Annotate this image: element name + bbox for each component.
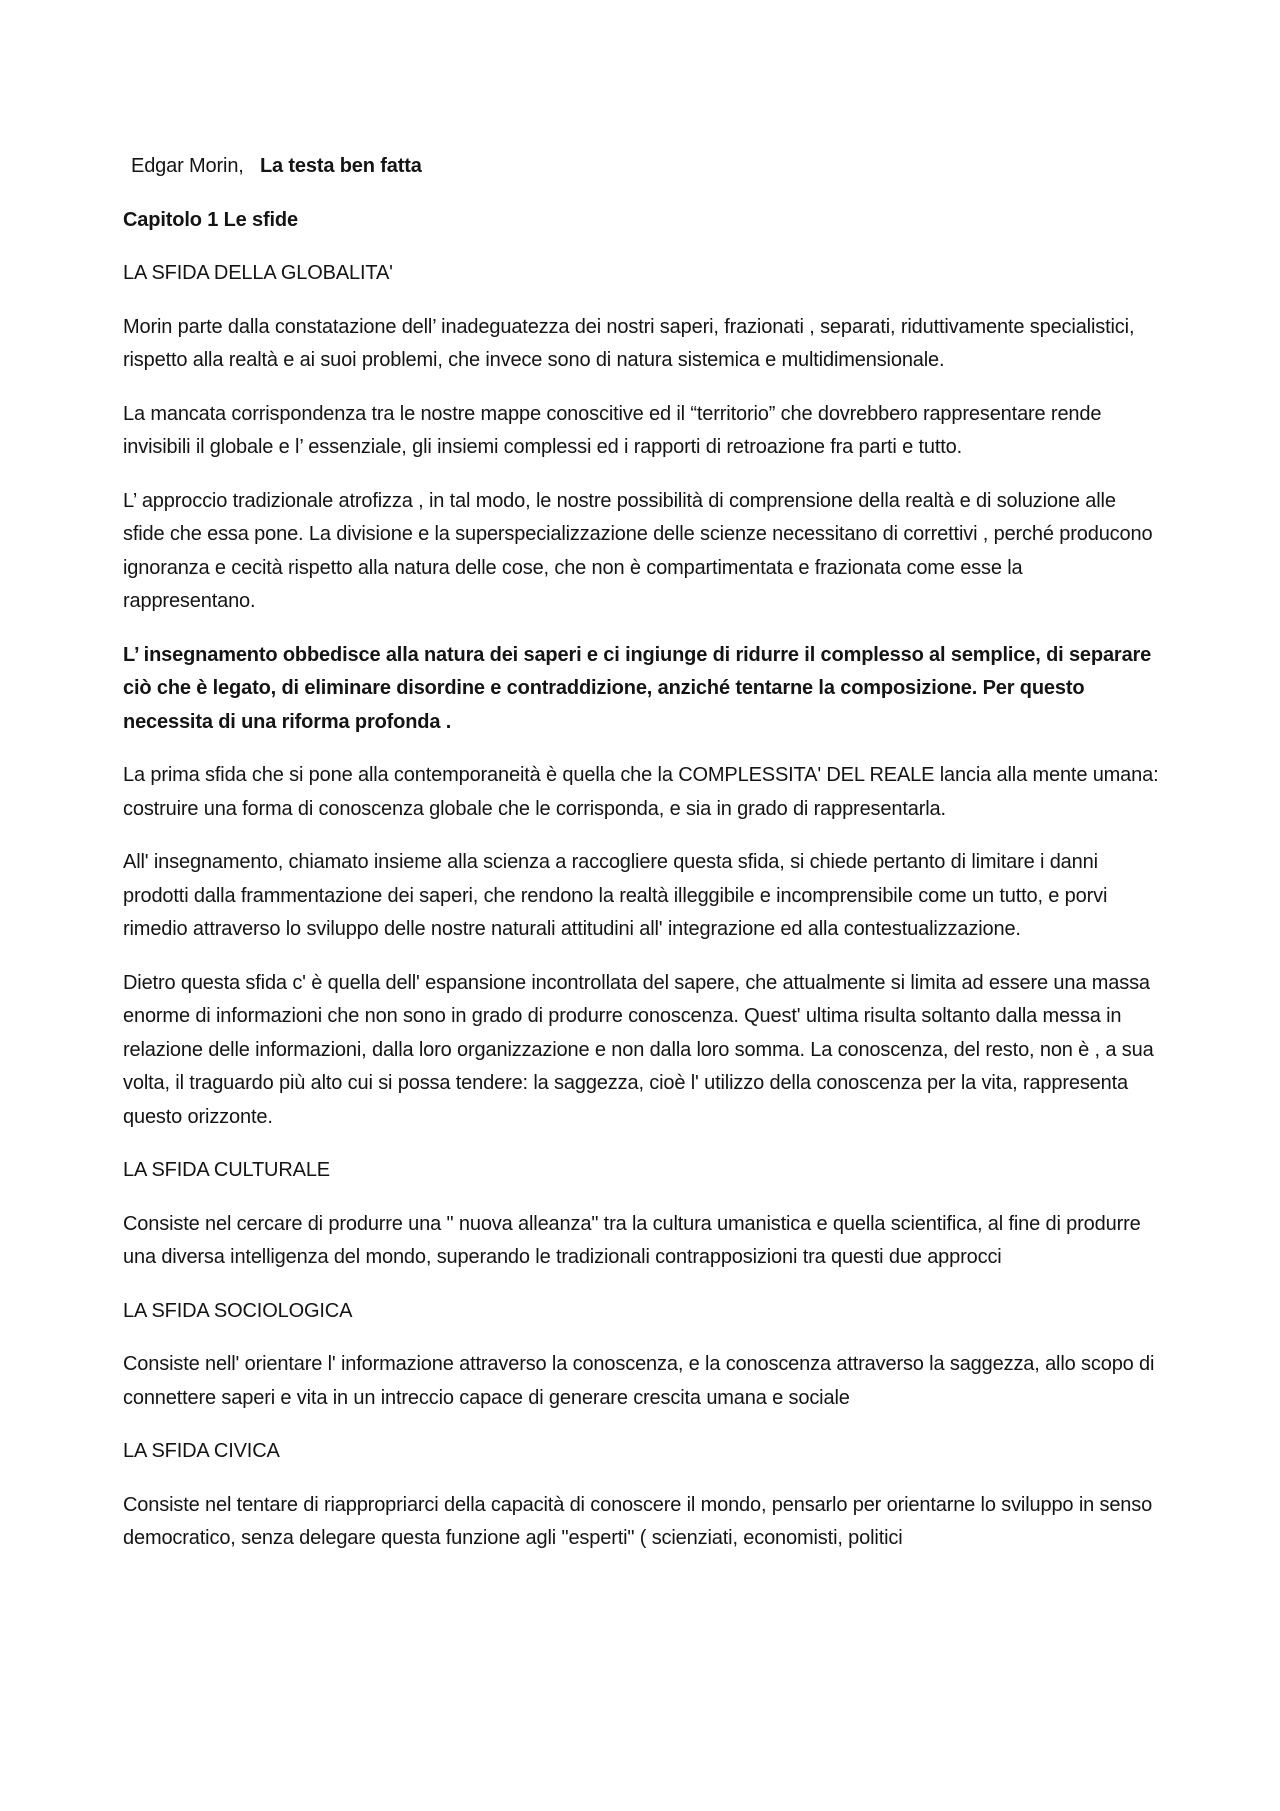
- section-heading-globalita: LA SFIDA DELLA GLOBALITA': [123, 262, 393, 284]
- paragraph: Consiste nel cercare di produrre una " nuova alleanza" tra la cultura umanistica e quella scientifica, al fine di produrre una diversa intelligenza del mondo, superando le tradizionali contrapposizioni tra questi due approcci: [123, 1212, 1141, 1268]
- section-heading-sociologica: LA SFIDA SOCIOLOGICA: [123, 1299, 353, 1322]
- author-name: Edgar Morin,: [131, 155, 244, 177]
- title-line: [131, 150, 1160, 184]
- paragraph: Morin parte dalla constatazione dell’ inadeguatezza dei nostri saperi, frazionati , separati, riduttivamente specialistici, rispetto alla realtà e ai suoi problemi, che invece sono di natura sistemica e multidimensionale.: [123, 315, 1135, 371]
- paragraph: La prima sfida che si pone alla contemporaneità è quella che la COMPLESSITA' DEL REALE lancia alla mente umana: costruire una forma di conoscenza globale che le corrisponda, e sia in grado di rappresentarla.: [123, 764, 1159, 820]
- paragraph: Consiste nell' orientare l' informazione attraverso la conoscenza, e la conoscenza attraverso la saggezza, allo scopo di connettere saperi e vita in un intreccio capace di generare crescita umana e sociale: [123, 1353, 1155, 1409]
- paragraph: All' insegnamento, chiamato insieme alla scienza a raccogliere questa sfida, si chiede pertanto di limitare i danni prodotti dalla frammentazione dei saperi, che rendono la realtà illeggibile e incomprensibile come un tutto, e porvi rimedio attraverso lo sviluppo delle nostre naturali attitudini all' integrazione ed alla contestualizzazione.: [123, 851, 1108, 940]
- section-heading-culturale: LA SFIDA CULTURALE: [123, 1159, 330, 1181]
- section-heading-civica: LA SFIDA CIVICA: [123, 1440, 280, 1462]
- paragraph: Consiste nel tentare di riappropriarci della capacità di conoscere il mondo, pensarlo per orientarne lo sviluppo in senso democratico, senza delegare questa funzione agli "esperti" ( scienziati, economisti, politici: [123, 1493, 1153, 1549]
- paragraph: La mancata corrispondenza tra le nostre mappe conoscitive ed il “territorio” che dovrebbero rappresentare rende invisibili il globale e l’ essenziale, gli insiemi complessi ed i rapporti di retroazione fra parti e tutto.: [123, 402, 1102, 458]
- book-title: La testa ben fatta: [259, 155, 422, 177]
- paragraph-emphasis: L’ insegnamento obbedisce alla natura dei saperi e ci ingiunge di ridurre il complesso al semplice, di separare ciò che è legato, di eliminare disordine e contraddizione, anziché tentarne la composizione. Per questo necessita di una riforma profonda .: [123, 643, 1152, 733]
- chapter-heading: Capitolo 1 Le sfide: [123, 208, 298, 231]
- paragraph: Dietro questa sfida c' è quella dell' espansione incontrollata del sapere, che attualmente si limita ad essere una massa enorme di informazioni che non sono in grado di produrre conoscenza. Quest' ultima risulta soltanto dalla messa in relazione delle informazioni, dalla loro organizzazione e non dalla loro somma. La conoscenza, del resto, non è , a sua volta, il traguardo più alto cui si possa tendere: la saggezza, cioè l' utilizzo della conoscenza per la vita, rappresenta questo orizzonte.: [123, 971, 1154, 1128]
- paragraph: L’ approccio tradizionale atrofizza , in tal modo, le nostre possibilità di comprensione della realtà e di soluzione alle sfide che essa pone. La divisione e la superspecializzazione delle scienze necessitano di correttivi , perché producono ignoranza e cecità rispetto alla natura delle cose, che non è compartimentata e frazionata come esse la rappresentano.: [123, 489, 1153, 612]
